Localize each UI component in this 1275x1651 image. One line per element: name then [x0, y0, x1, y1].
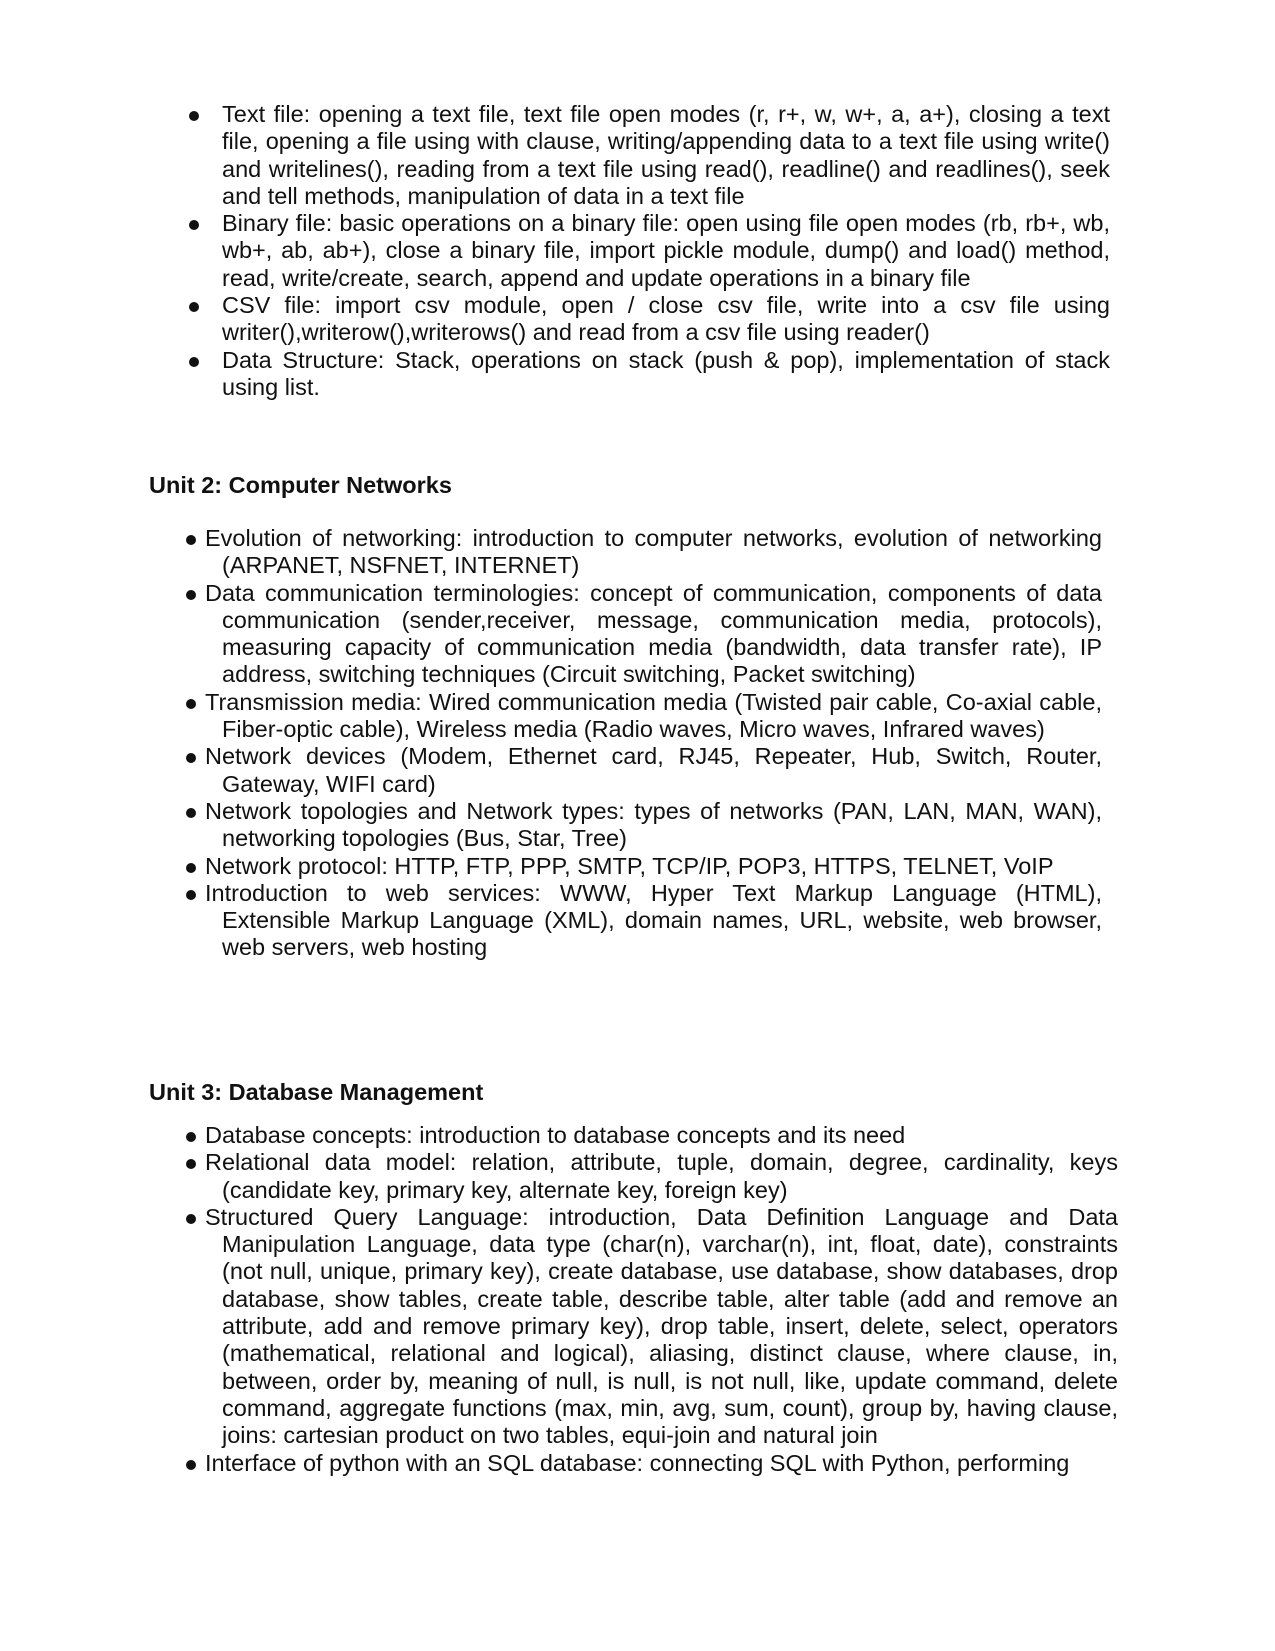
unit-3-topic-list [205, 1122, 1118, 1477]
list-item [205, 852, 1102, 880]
bullet-icon [186, 1214, 196, 1224]
list-item-text: Network protocol: HTTP, FTP, PPP, SMTP, TCP/IP, POP3, HTTPS, TELNET, VoIP [205, 852, 1054, 879]
list-item [205, 1203, 1118, 1450]
list-item [205, 579, 1102, 689]
list-item-text: Database concepts: introduction to database concepts and its need [205, 1122, 906, 1148]
list-item-text: Transmission media: Wired communication media (Twisted pair cable, Co-axial cable, Fiber-optic cable), Wireless media (Radio waves, Micro waves, Infrared waves) [205, 688, 1102, 743]
bullet-icon [186, 1460, 196, 1470]
list-item [205, 1149, 1118, 1204]
bullet-icon [189, 220, 199, 230]
list-item [205, 743, 1102, 798]
list-item [205, 797, 1102, 853]
bullet-icon [186, 590, 196, 600]
list-item-text: Text file: opening a text file, text file open modes (r, r+, w, w+, a, a+), closing a text file, opening a file using with clause, writing/appending data to a text file using write() and writelines(), reading from a text file using read(), readline() and readlines(), seek and tell methods, manipulation of data in a text file [222, 101, 1110, 209]
list-item-text: Data Structure: Stack, operations on stack (push & pop), implementation of stack using list. [222, 346, 1110, 400]
list-item-text: Introduction to web services: WWW, Hyper Text Markup Language (HTML), Extensible Markup Language (XML), domain names, URL, website, web browser, web servers, web hosting [205, 879, 1102, 961]
unit-2-topic-list [205, 525, 1102, 962]
bullet-icon [186, 890, 196, 900]
list-item-text: Relational data model: relation, attribute, tuple, domain, degree, cardinality, keys (candidate key, primary key, alternate key, foreign key) [205, 1149, 1118, 1203]
list-item-text: Structured Query Language: introduction, Data Definition Language and Data Manipulation Language, data type (char(n), varchar(n), int, float, date), constraints (not null, unique, primary key), create database, use database, show databases, drop database, show tables, create table, describe table, alter table (add and remove an attribute, add and remove primary key), drop table, insert, delete, select, operators (mathematical, relational and logical), aliasing, distinct clause, where clause, in, between, order by, meaning of null, is null, is not null, like, update command, delete command, aggregate functions (max, min, avg, sum, count), group by, having clause, joins: cartesian product on two tables, equi-join and natural join [205, 1203, 1118, 1449]
list-item-text: Data communication terminologies: concept of communication, components of data communication (sender,receiver, message, communication media, protocols), measuring capacity of communication media (bandwidth, data transfer rate), IP address, switching techniques (Circuit switching, Packet switching) [205, 579, 1102, 688]
list-item [205, 525, 1102, 580]
bullet-icon [189, 111, 199, 121]
list-item-text: Network topologies and Network types: types of networks (PAN, LAN, MAN, WAN), networking topologies (Bus, Star, Tree) [205, 797, 1102, 852]
bullet-icon [186, 753, 196, 763]
bullet-icon [186, 863, 196, 873]
list-item-text: Interface of python with an SQL database: connecting SQL with Python, performing [205, 1449, 1070, 1476]
list-item-text: Network devices (Modem, Ethernet card, RJ45, Repeater, Hub, Switch, Router, Gateway, WIFI card) [205, 743, 1102, 797]
list-item [222, 101, 1110, 210]
bullet-icon [186, 808, 196, 818]
list-item [205, 1449, 1118, 1477]
list-item [222, 292, 1110, 347]
list-item [222, 210, 1110, 292]
list-item-text: Binary file: basic operations on a binary file: open using file open modes (rb, rb+, wb, wb+, ab, ab+), close a binary file, import pickle module, dump() and load() method, read, write/create, search, append and update operations in a binary file [222, 210, 1110, 291]
list-item [205, 688, 1102, 744]
unit-2-heading: Unit 2: Computer Networks [149, 472, 452, 498]
bullet-icon [189, 357, 199, 367]
bullet-icon [186, 535, 196, 545]
bullet-icon [186, 699, 196, 709]
bullet-icon [186, 1132, 196, 1142]
list-item [205, 879, 1102, 962]
bullet-icon [189, 302, 199, 312]
unit-3-heading: Unit 3: Database Management [149, 1079, 484, 1105]
list-item [222, 347, 1110, 402]
list-item-text: Evolution of networking: introduction to computer networks, evolution of networking (ARPANET, NSFNET, INTERNET) [205, 525, 1102, 579]
list-item-text: CSV file: import csv module, open / close csv file, write into a csv file using writer(),writerow(),writerows() and read from a csv file using reader() [222, 292, 1110, 346]
file-handling-list [222, 101, 1110, 401]
bullet-icon [186, 1159, 196, 1169]
list-item [205, 1122, 1118, 1149]
